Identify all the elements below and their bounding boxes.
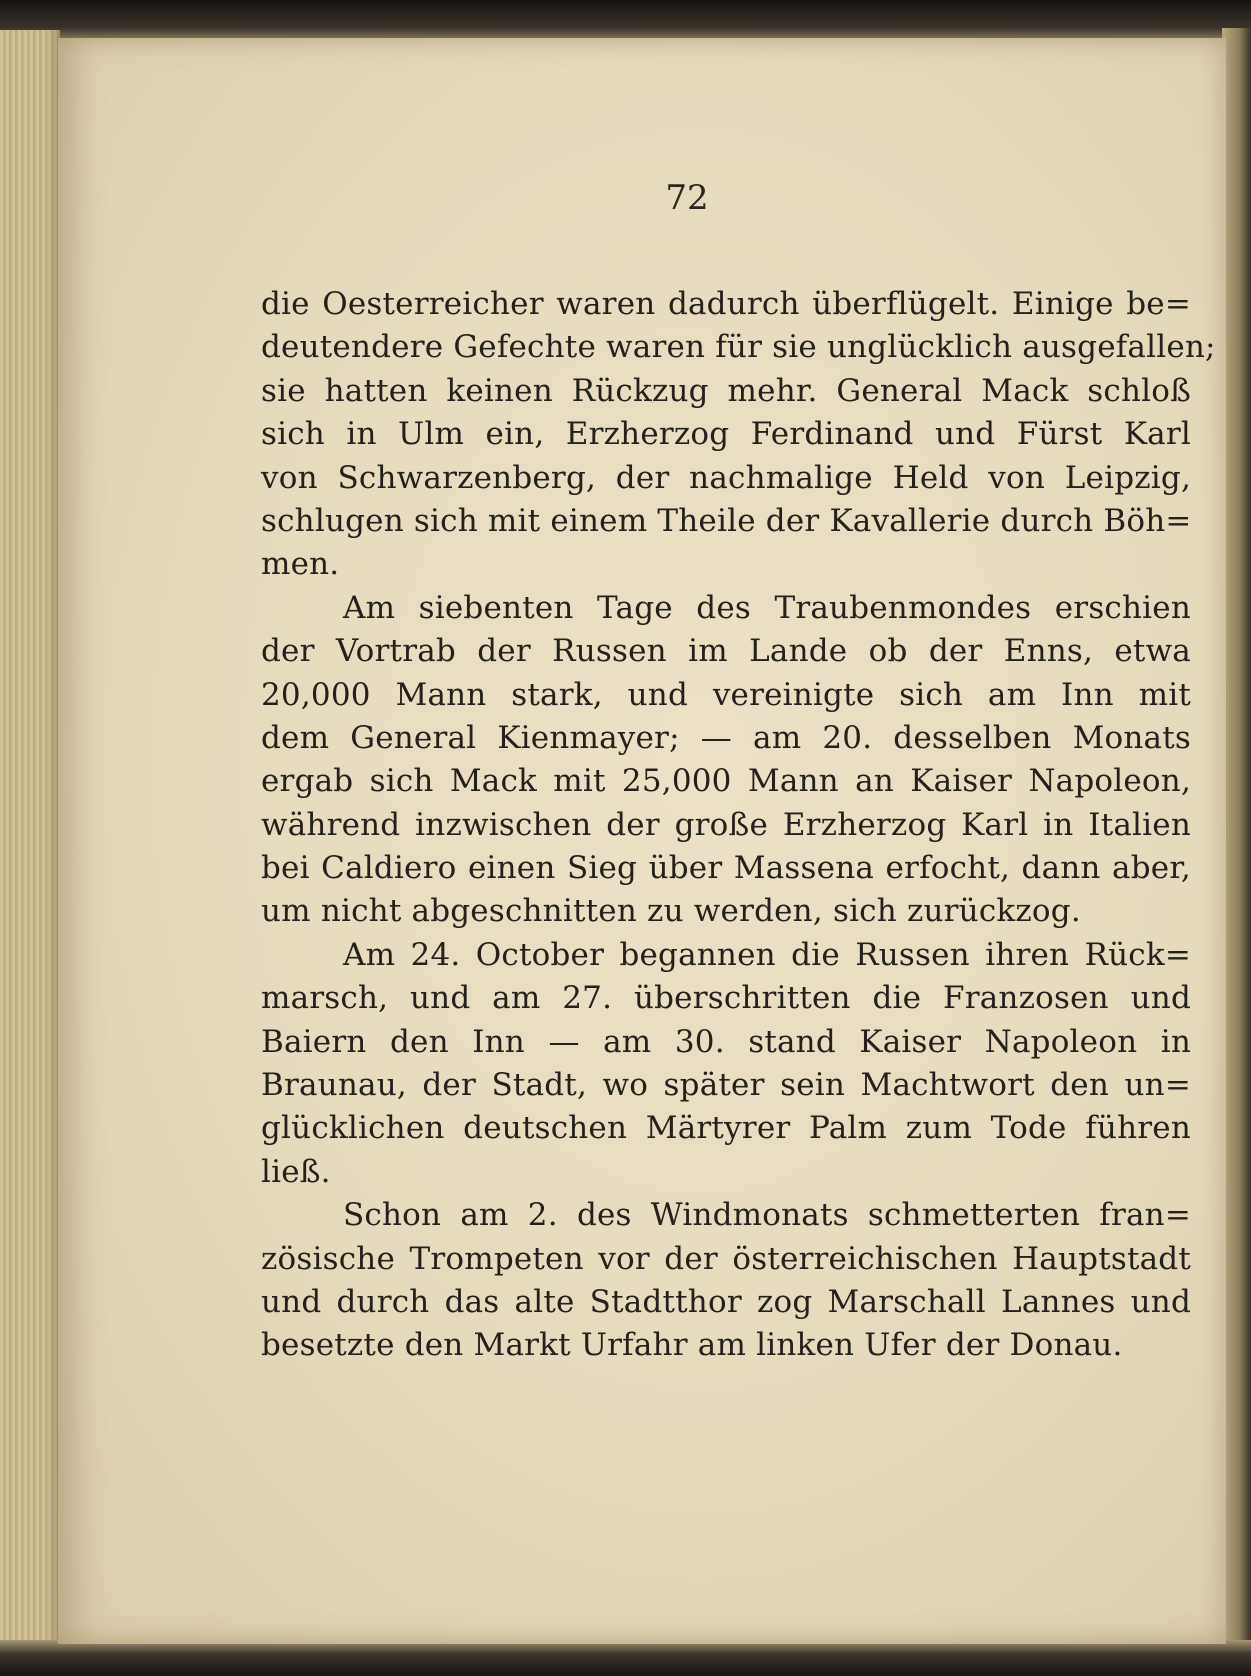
book-page-stack-left (0, 30, 60, 1650)
text-line: sie hatten keinen Rückzug mehr. General Mack schloß (261, 372, 1191, 409)
page-number: 72 (665, 178, 709, 218)
paragraph-first-line: Am siebenten Tage des Traubenmondes erschien (343, 589, 1191, 626)
text-line: die Oesterreicher waren dadurch überflügelt. Einige be= (261, 286, 1191, 322)
page-text (261, 283, 1216, 1368)
paragraph-first-line: Schon am 2. des Windmonats schmetterten fran= (343, 1197, 1191, 1234)
paragraph-first-line: Am 24. October begannen die Russen ihren Rück= (343, 936, 1191, 973)
text-line: um nicht abgeschnitten zu werden, sich zurückzog. (261, 893, 1081, 930)
text-line: besetzte den Markt Urfahr am linken Ufer der Donau. (261, 1327, 1123, 1364)
text-line: von Schwarzenberg, der nachmalige Held von Leipzig, (261, 459, 1191, 496)
text-line: sich in Ulm ein, Erzherzog Ferdinand und Fürst Karl (261, 416, 1191, 453)
book-page-stack-right (1222, 28, 1251, 1653)
text-line: bei Caldiero einen Sieg über Massena erfocht, dann aber, (261, 850, 1191, 887)
text-line: dem General Kienmayer; — am 20. desselben Monats (261, 719, 1191, 756)
text-line: 20,000 Mann stark, und vereinigte sich am Inn mit (261, 676, 1191, 713)
text-line: zösische Trompeten vor der österreichischen Hauptstadt (261, 1240, 1191, 1277)
text-line: der Vortrab der Russen im Lande ob der Enns, etwa (261, 633, 1191, 670)
text-line: schlugen sich mit einem Theile der Kavallerie durch Böh= (261, 502, 1192, 539)
text-line: marsch, und am 27. überschritten die Franzosen und (261, 980, 1191, 1017)
text-line: Braunau, der Stadt, wo später sein Machtwort den un= (261, 1067, 1191, 1104)
text-line: deutendere Gefechte waren für sie unglücklich ausgefallen; (261, 329, 1216, 366)
text-line: während inzwischen der große Erzherzog Karl in Italien (261, 806, 1191, 843)
text-line: men. (261, 546, 340, 583)
book-top-edge (0, 0, 1251, 40)
book-bottom-edge (0, 1640, 1251, 1676)
text-line: Baiern den Inn — am 30. stand Kaiser Napoleon in (261, 1023, 1191, 1060)
book-page (58, 38, 1226, 1644)
text-line: ließ. (261, 1153, 331, 1190)
text-line: glücklichen deutschen Märtyrer Palm zum Tode führen (261, 1110, 1191, 1147)
text-line: ergab sich Mack mit 25,000 Mann an Kaiser Napoleon, (261, 763, 1191, 800)
text-line: und durch das alte Stadtthor zog Marschall Lannes und (261, 1283, 1191, 1320)
